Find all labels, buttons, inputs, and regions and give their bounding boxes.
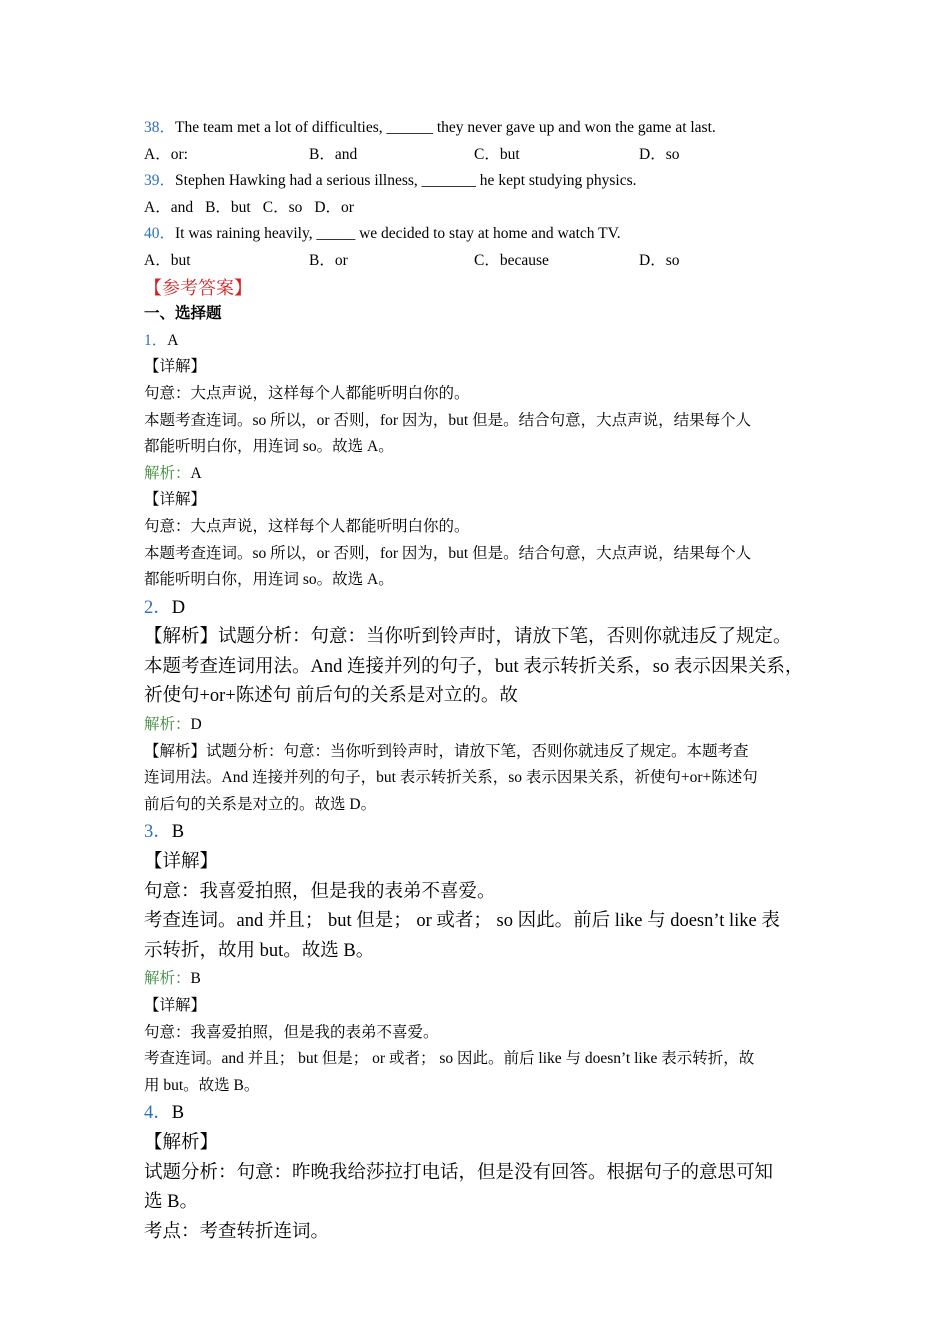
question-40	[144, 221, 830, 248]
answer-value: A	[167, 331, 179, 349]
question-number: 39．	[144, 172, 176, 190]
explanation-line: 前后句的关系是对立的。故选 D。	[144, 795, 377, 813]
question-text: It was raining heavily, _____ we decided to stay at home and watch TV.	[175, 225, 621, 243]
sentence-meaning: 句意：大点声说，这样每个人都能听明白你的。	[144, 517, 470, 535]
answer-value: D	[171, 597, 186, 618]
sentence-meaning: 句意：大点声说，这样每个人都能听明白你的。	[144, 384, 470, 402]
explanation-line: 连词用法。And 连接并列的句子，but 表示转折关系，so 表示因果关系，祈使句+or+陈述句	[144, 769, 758, 787]
explanation-line: 都能听明白你，用连词 so。故选 A。	[144, 571, 394, 589]
analysis	[144, 461, 830, 488]
sentence-meaning: 句意：我喜爱拍照，但是我的表弟不喜爱。	[144, 881, 496, 902]
explanation-line: 【解析】试题分析：句意：当你听到铃声时，请放下笔，否则你就违反了规定。	[144, 627, 792, 648]
key-point: 考点：考查转折连词。	[144, 1221, 330, 1242]
answer-1	[144, 328, 830, 355]
analysis-label: 解析：	[144, 464, 191, 482]
question-text: Stephen Hawking had a serious illness, _______ he kept studying physics.	[175, 172, 637, 190]
explanation-line: 本题考查连词。so 所以，or 否则，for 因为，but 但是。结合句意，大点声说，结果每个人	[144, 411, 752, 429]
option-b: B．and	[309, 145, 358, 163]
detail-label: 【详解】	[144, 997, 207, 1014]
explanation-line: 【解析】试题分析：句意：当你听到铃声时，请放下笔，否则你就违反了规定。本题考查	[144, 742, 749, 760]
explanation-line: 考查连词。and 并且； but 但是； or 或者； so 因此。前后 like 与 doesn’t like 表示转折，故	[144, 1050, 755, 1068]
question-38-options	[144, 142, 830, 169]
section-title: 一、选择题	[144, 305, 222, 323]
answer-2	[144, 594, 830, 624]
explanation-line: 本题考查连词。so 所以，or 否则，for 因为，but 但是。结合句意，大点声说，结果每个人	[144, 544, 752, 562]
detail-label: 【详解】	[144, 491, 207, 509]
answer-number: 3．	[144, 822, 172, 843]
question-number: 38．	[144, 119, 176, 136]
answer-number: 1．	[144, 331, 168, 349]
option-c: C．so	[262, 198, 303, 216]
question-38	[144, 115, 830, 142]
detail-label: 【详解】	[144, 358, 207, 376]
option-a: A．and	[144, 198, 194, 216]
option-d: D．so	[639, 251, 680, 269]
option-c: C．but	[474, 145, 520, 163]
answer-3	[144, 818, 830, 848]
option-b: B．but	[205, 198, 251, 216]
option-c: C．because	[474, 251, 549, 269]
question-39-options	[144, 195, 830, 222]
explanation-line: 用 but。故选 B。	[144, 1076, 260, 1094]
answer-value: B	[171, 1103, 185, 1124]
option-b: B．or	[309, 251, 348, 269]
option-d: D．so	[639, 145, 680, 163]
explanation-line: 本题考查连词用法。And 连接并列的句子，but 表示转折关系，so 表示因果关系，	[144, 656, 804, 677]
explanation-line: 祈使句+or+陈述句 前后句的关系是对立的。故	[144, 686, 518, 707]
question-40-options	[144, 248, 830, 275]
explanation-line: 试题分析：句意：昨晚我给莎拉打电话，但是没有回答。根据句子的意思可知	[144, 1162, 774, 1183]
answer-value: B	[171, 822, 185, 843]
detail-label: 【详解】	[144, 852, 219, 873]
answer-number: 2．	[144, 597, 172, 618]
analysis	[144, 966, 830, 993]
question-39	[144, 168, 830, 195]
question-number: 40．	[144, 225, 176, 243]
answer-number: 4．	[144, 1103, 172, 1124]
explanation-line: 示转折，故用 but。故选 B。	[144, 940, 375, 961]
analysis-label: 【解析】	[144, 1132, 219, 1153]
explanation-line: 选 B。	[144, 1192, 198, 1213]
explanation-line: 考查连词。and 并且； but 但是； or 或者； so 因此。前后 like 与 doesn’t like 表	[144, 911, 780, 932]
option-a: A．but	[144, 251, 191, 269]
option-d: D．or	[314, 198, 354, 216]
analysis-label: 解析：	[144, 970, 191, 988]
analysis-value: D	[190, 716, 202, 734]
analysis-value: A	[190, 464, 202, 482]
answer-header: 【参考答案】	[144, 277, 252, 298]
explanation-line: 都能听明白你，用连词 so。故选 A。	[144, 438, 394, 456]
analysis-value: B	[190, 970, 201, 988]
analysis-label: 解析：	[144, 716, 191, 734]
analysis	[144, 712, 830, 739]
answer-4	[144, 1099, 830, 1129]
question-text: The team met a lot of difficulties, ______ they never gave up and won the game at last.	[175, 119, 716, 136]
sentence-meaning: 句意：我喜爱拍照，但是我的表弟不喜爱。	[144, 1023, 439, 1041]
option-a: A．or:	[144, 145, 188, 163]
